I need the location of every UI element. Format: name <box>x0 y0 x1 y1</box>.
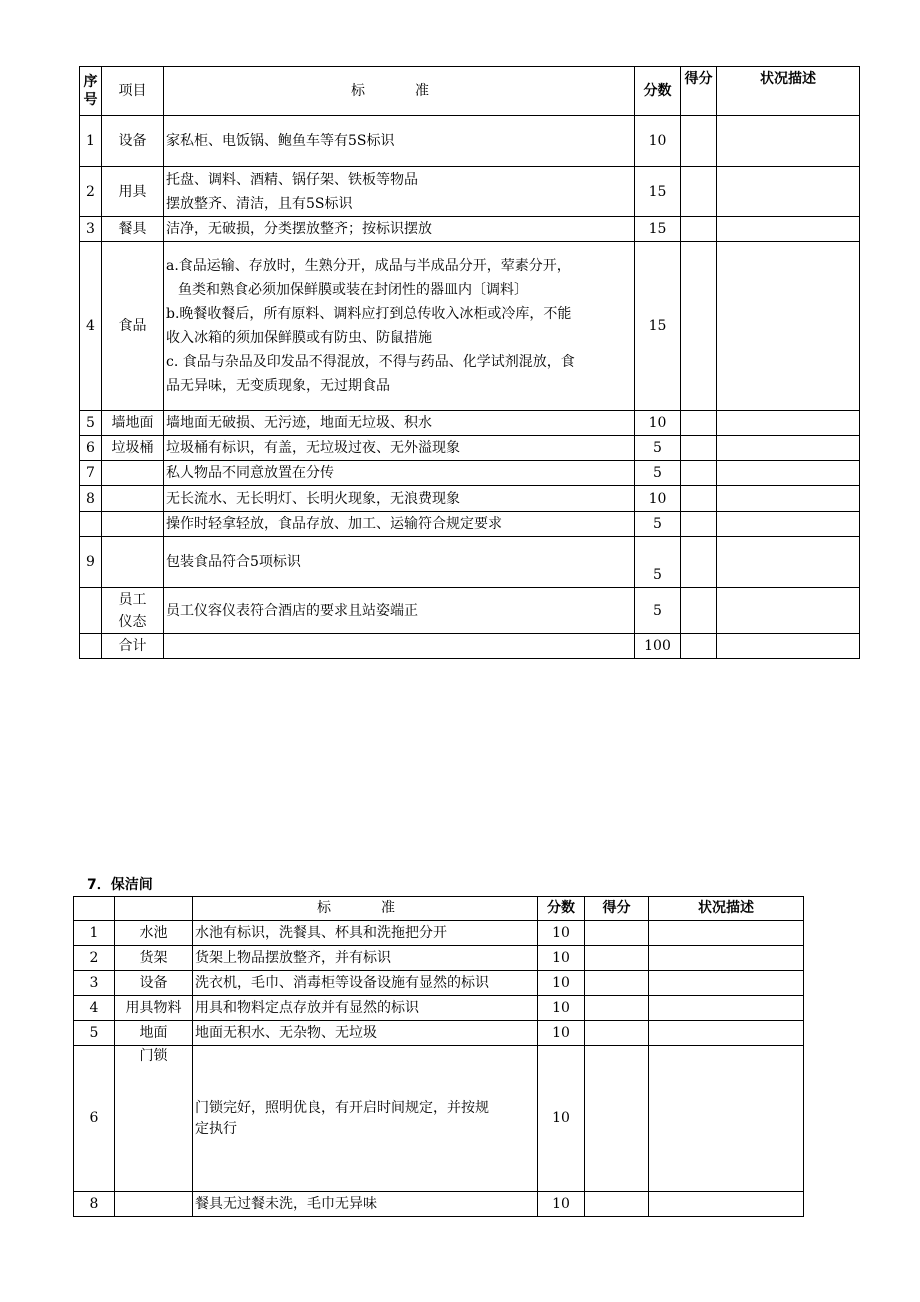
header-score: 分数 <box>635 67 681 116</box>
row-item: 员工仪态 <box>102 588 164 634</box>
standard-line: 墙地面无破损、无污迹，地面无垃圾、积水 <box>166 415 432 431</box>
row-item: 垃圾桶 <box>102 436 164 461</box>
table-header-row <box>74 897 804 921</box>
row-item <box>115 1192 193 1217</box>
row-got <box>681 116 717 167</box>
row-standard <box>193 971 538 996</box>
row-score: 10 <box>635 486 681 512</box>
table-row <box>74 1192 804 1217</box>
row-desc <box>649 921 804 946</box>
row-standard <box>193 996 538 1021</box>
row-score: 10 <box>635 411 681 436</box>
row-desc <box>649 996 804 1021</box>
table-row <box>74 1046 804 1192</box>
standard-line: 货架上物品摆放整齐，并有标识 <box>195 949 391 966</box>
standard-line: 门锁完好，照明优良，有开启时间规定，并按规 <box>195 1099 489 1116</box>
standard-line: c. 食品与杂品及印发品不得混放，不得与药品、化学试剂混放，食 <box>166 354 575 370</box>
header-item: 项目 <box>102 67 164 116</box>
standard-line: 餐具无过餐未洗，毛巾无异味 <box>195 1195 377 1212</box>
standard-line: 操作时轻拿轻放，食品存放、加工、运输符合规定要求 <box>166 516 502 532</box>
row-number: 3 <box>74 971 115 996</box>
row-item <box>102 486 164 512</box>
table-row <box>80 167 860 217</box>
row-desc <box>717 167 860 217</box>
header-got: 得分 <box>681 67 717 116</box>
row-got <box>585 1192 649 1217</box>
row-got <box>585 946 649 971</box>
table-row <box>80 486 860 512</box>
row-standard <box>164 588 635 634</box>
standard-line: 无长流水、无长明灯、长明火现象，无浪费现象 <box>166 490 460 507</box>
standard-line: b.晚餐收餐后，所有原料、调料应打到总传收入冰柜或冷库，不能 <box>166 306 572 322</box>
standard-line: 洁净，无破损，分类摆放整齐；按标识摆放 <box>166 221 432 237</box>
standard-line: 员工仪容仪表符合酒店的要求且站姿端正 <box>166 602 418 619</box>
row-standard <box>164 512 635 537</box>
row-score: 5 <box>635 436 681 461</box>
row-number: 8 <box>74 1192 115 1217</box>
standard-line: 托盘、调料、酒精、锅仔架、铁板等物品 <box>166 171 418 188</box>
row-desc <box>717 461 860 486</box>
row-item: 地面 <box>115 1021 193 1046</box>
row-desc <box>717 537 860 588</box>
header-score: 分数 <box>538 897 585 921</box>
row-item: 合计 <box>102 634 164 659</box>
row-number <box>80 634 102 659</box>
row-standard <box>164 634 635 659</box>
standard-line: 品无异味，无变质现象，无过期食品 <box>166 378 390 394</box>
row-number: 8 <box>80 486 102 512</box>
standard-line: 用具和物料定点存放并有显然的标识 <box>195 999 419 1016</box>
row-standard <box>164 461 635 486</box>
row-number: 3 <box>80 217 102 242</box>
row-item: 用具物料 <box>115 996 193 1021</box>
row-desc <box>717 634 860 659</box>
header-standard: 标 准 <box>164 67 635 116</box>
row-got <box>585 996 649 1021</box>
table-header-row <box>80 67 860 116</box>
standard-line: 包装食品符合5项标识 <box>166 554 301 570</box>
row-item: 门锁 <box>115 1046 193 1192</box>
row-score: 5 <box>635 461 681 486</box>
row-score: 10 <box>538 971 585 996</box>
table-row <box>74 946 804 971</box>
row-got <box>681 512 717 537</box>
header-desc: 状况描述 <box>717 67 860 116</box>
inspection-table-2 <box>73 896 804 1217</box>
standard-line: 水池有标识，洗餐具、杯具和洗拖把分开 <box>195 924 447 941</box>
row-score: 10 <box>538 1021 585 1046</box>
table-row <box>74 996 804 1021</box>
header-no: 序号 <box>80 67 102 116</box>
row-score: 5 <box>635 537 681 588</box>
header-got: 得分 <box>585 897 649 921</box>
standard-line: 家私柜、电饭锅、鲍鱼车等有5S标识 <box>166 133 395 149</box>
row-number: 6 <box>80 436 102 461</box>
row-got <box>585 971 649 996</box>
header-no <box>74 897 115 921</box>
row-number: 5 <box>80 411 102 436</box>
row-score: 15 <box>635 242 681 411</box>
row-got <box>681 588 717 634</box>
row-score: 10 <box>538 946 585 971</box>
row-got <box>681 217 717 242</box>
row-standard <box>164 411 635 436</box>
row-number: 2 <box>74 946 115 971</box>
row-desc <box>649 1021 804 1046</box>
standard-line: 地面无积水、无杂物、无垃圾 <box>195 1024 377 1041</box>
row-score: 15 <box>635 167 681 217</box>
table-row <box>80 634 860 659</box>
row-standard <box>164 242 635 411</box>
row-item: 食品 <box>102 242 164 411</box>
table-row <box>80 116 860 167</box>
table-row <box>74 971 804 996</box>
row-desc <box>717 436 860 461</box>
row-score: 10 <box>538 1192 585 1217</box>
table-row <box>74 921 804 946</box>
row-item <box>102 537 164 588</box>
row-desc <box>649 1046 804 1192</box>
table-row <box>80 242 860 411</box>
row-number <box>80 588 102 634</box>
row-desc <box>649 1192 804 1217</box>
row-got <box>681 436 717 461</box>
standard-line: a.食品运输、存放时，生熟分开，成品与半成品分开，荤素分开， <box>166 258 571 274</box>
standard-line: 定执行 <box>195 1120 237 1137</box>
table-row <box>80 461 860 486</box>
row-number: 5 <box>74 1021 115 1046</box>
row-desc <box>717 486 860 512</box>
table-row <box>80 588 860 634</box>
table-row <box>74 1021 804 1046</box>
row-standard <box>193 946 538 971</box>
row-item: 货架 <box>115 946 193 971</box>
row-score: 15 <box>635 217 681 242</box>
section-title: 7．保洁间 <box>87 877 153 893</box>
row-desc <box>717 242 860 411</box>
row-score: 5 <box>635 588 681 634</box>
row-got <box>681 486 717 512</box>
row-number: 4 <box>80 242 102 411</box>
row-desc <box>717 588 860 634</box>
row-number <box>80 512 102 537</box>
row-got <box>585 1046 649 1192</box>
row-score: 10 <box>538 921 585 946</box>
row-got <box>681 167 717 217</box>
standard-line: 垃圾桶有标识，有盖，无垃圾过夜、无外溢现象 <box>166 440 460 456</box>
row-desc <box>717 411 860 436</box>
row-number: 2 <box>80 167 102 217</box>
standard-line: 洗衣机，毛巾、消毒柜等设备设施有显然的标识 <box>195 974 489 991</box>
row-score: 5 <box>635 512 681 537</box>
row-item: 设备 <box>115 971 193 996</box>
row-desc <box>649 946 804 971</box>
row-item: 设备 <box>102 116 164 167</box>
row-number: 7 <box>80 461 102 486</box>
table-row <box>80 512 860 537</box>
row-standard <box>193 921 538 946</box>
row-standard <box>164 436 635 461</box>
row-item: 水池 <box>115 921 193 946</box>
row-got <box>681 634 717 659</box>
header-desc: 状况描述 <box>649 897 804 921</box>
row-desc <box>717 217 860 242</box>
row-got <box>585 921 649 946</box>
row-standard <box>164 537 635 588</box>
row-score: 10 <box>635 116 681 167</box>
standard-line: 摆放整齐、清洁，且有5S标识 <box>166 195 353 212</box>
row-standard <box>193 1021 538 1046</box>
row-desc <box>717 512 860 537</box>
row-desc <box>717 116 860 167</box>
table-row <box>80 217 860 242</box>
row-number: 1 <box>80 116 102 167</box>
row-item: 餐具 <box>102 217 164 242</box>
row-number: 6 <box>74 1046 115 1192</box>
row-item: 墙地面 <box>102 411 164 436</box>
standard-line: 鱼类和熟食必须加保鲜膜或装在封闭性的器皿内〔调料〕 <box>178 282 528 298</box>
table-row <box>80 537 860 588</box>
row-item <box>102 512 164 537</box>
row-number: 1 <box>74 921 115 946</box>
row-number: 4 <box>74 996 115 1021</box>
header-item <box>115 897 193 921</box>
header-standard: 标 准 <box>193 897 538 921</box>
row-item <box>102 461 164 486</box>
row-standard <box>164 116 635 167</box>
row-item: 用具 <box>102 167 164 217</box>
table-row <box>80 436 860 461</box>
row-got <box>681 461 717 486</box>
row-standard <box>193 1192 538 1217</box>
row-score: 10 <box>538 1046 585 1192</box>
row-standard <box>164 486 635 512</box>
row-standard <box>164 167 635 217</box>
row-number: 9 <box>80 537 102 588</box>
row-got <box>681 411 717 436</box>
standard-line: 私人物品不同意放置在分传 <box>166 465 334 481</box>
row-score: 100 <box>635 634 681 659</box>
row-got <box>681 537 717 588</box>
inspection-table-1 <box>79 66 860 659</box>
row-standard <box>164 217 635 242</box>
row-got <box>585 1021 649 1046</box>
row-standard <box>193 1046 538 1192</box>
standard-line: 收入冰箱的须加保鲜膜或有防虫、防鼠措施 <box>166 330 432 346</box>
row-desc <box>649 971 804 996</box>
row-score: 10 <box>538 996 585 1021</box>
table-row <box>80 411 860 436</box>
row-got <box>681 242 717 411</box>
